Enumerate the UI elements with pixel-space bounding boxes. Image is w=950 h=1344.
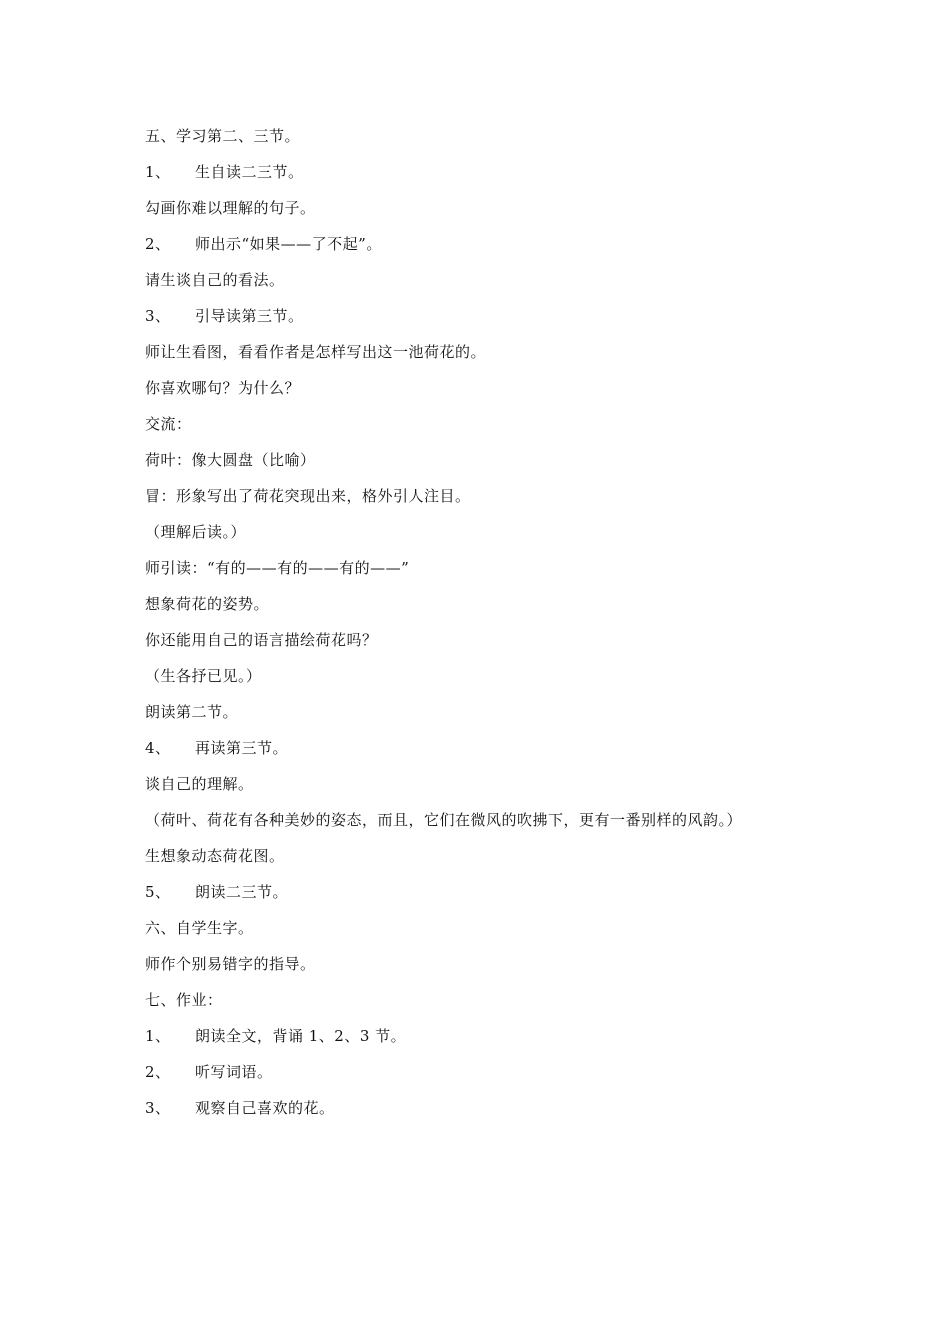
numbered-step xyxy=(145,232,865,268)
section-heading-6 xyxy=(145,916,865,952)
step-text: 再读第三节。 xyxy=(195,739,289,757)
paragraph xyxy=(145,556,865,592)
line-text: 师引读：“有的——有的——有的——” xyxy=(145,559,410,577)
line-text: 谈自己的理解。 xyxy=(145,775,254,793)
line-text: 朗读第二节。 xyxy=(145,703,239,721)
paragraph xyxy=(145,412,865,448)
line-text: （荷叶、荷花有各种美妙的姿态，而且，它们在微风的吹拂下，更有一番别样的风韵。） xyxy=(145,811,743,829)
line-text: 六、自学生字。 xyxy=(145,919,254,937)
step-text: 朗读全文，背诵 1、2、3 节。 xyxy=(195,1027,407,1045)
line-text: 想象荷花的姿势。 xyxy=(145,595,270,613)
numbered-step xyxy=(145,1024,865,1060)
line-text: 你还能用自己的语言描绘荷花吗？ xyxy=(145,631,378,649)
step-text: 观察自己喜欢的花。 xyxy=(195,1099,335,1117)
paragraph xyxy=(145,700,865,736)
step-text: 朗读二三节。 xyxy=(195,883,289,901)
line-text: 请生谈自己的看法。 xyxy=(145,271,285,289)
numbered-step xyxy=(145,736,865,772)
line-text: 师让生看图，看看作者是怎样写出这一池荷花的。 xyxy=(145,343,487,361)
paragraph xyxy=(145,484,865,520)
numbered-step xyxy=(145,1060,865,1096)
numbered-step xyxy=(145,880,865,916)
line-text: 七、作业： xyxy=(145,991,223,1009)
line-text: 五、学习第二、三节。 xyxy=(145,127,301,145)
paragraph xyxy=(145,376,865,412)
step-number: 4、 xyxy=(145,739,171,757)
line-text: 你喜欢哪句？为什么？ xyxy=(145,379,301,397)
line-text: 冒：形象写出了荷花突现出来，格外引人注目。 xyxy=(145,487,471,505)
document-body xyxy=(145,124,865,1132)
line-text: 师作个别易错字的指导。 xyxy=(145,955,316,973)
step-number: 3、 xyxy=(145,307,171,325)
paragraph xyxy=(145,808,865,844)
paragraph xyxy=(145,592,865,628)
paragraph xyxy=(145,952,865,988)
line-text: （理解后读。） xyxy=(145,523,247,541)
paragraph xyxy=(145,268,865,304)
step-number: 2、 xyxy=(145,235,171,253)
line-text: 荷叶：像大圆盘（比喻） xyxy=(145,451,316,469)
paragraph xyxy=(145,664,865,700)
paragraph xyxy=(145,844,865,880)
line-text: 勾画你难以理解的句子。 xyxy=(145,199,316,217)
step-text: 生自读二三节。 xyxy=(195,163,304,181)
step-number: 1、 xyxy=(145,1027,171,1045)
line-text: 交流： xyxy=(145,415,192,433)
numbered-step xyxy=(145,1096,865,1132)
paragraph xyxy=(145,520,865,556)
paragraph xyxy=(145,628,865,664)
line-text: 生想象动态荷花图。 xyxy=(145,847,285,865)
section-heading-7 xyxy=(145,988,865,1024)
step-text: 师出示“如果——了不起”。 xyxy=(195,235,382,253)
paragraph xyxy=(145,772,865,808)
section-heading-5 xyxy=(145,124,865,160)
step-number: 1、 xyxy=(145,163,171,181)
step-text: 引导读第三节。 xyxy=(195,307,304,325)
line-text: （生各抒已见。） xyxy=(145,667,262,685)
paragraph xyxy=(145,196,865,232)
numbered-step xyxy=(145,160,865,196)
step-text: 听写词语。 xyxy=(195,1063,273,1081)
numbered-step xyxy=(145,304,865,340)
paragraph xyxy=(145,448,865,484)
paragraph xyxy=(145,340,865,376)
step-number: 5、 xyxy=(145,883,171,901)
step-number: 2、 xyxy=(145,1063,171,1081)
step-number: 3、 xyxy=(145,1099,171,1117)
